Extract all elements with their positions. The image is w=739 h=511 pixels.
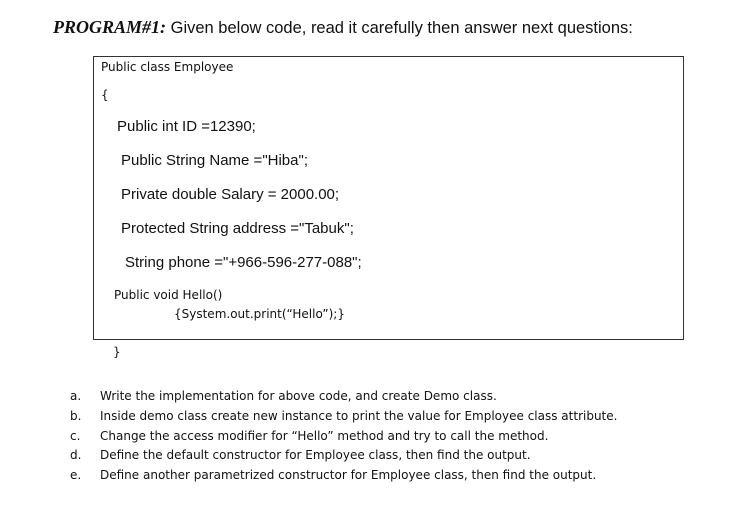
question-text: Define another parametrized constructor for Employee class, then find the output. xyxy=(100,468,597,483)
code-phone-field: String phone ="+966-596-277-088"; xyxy=(125,254,362,271)
question-marker: a. xyxy=(70,389,82,403)
program-label: PROGRAM#1: xyxy=(53,17,167,37)
code-salary-field: Private double Salary = 2000.00; xyxy=(121,186,340,203)
code-method-body: {System.out.print(“Hello”);} xyxy=(174,307,345,321)
code-method-declaration: Public void Hello() xyxy=(114,288,223,302)
question-item xyxy=(70,389,617,409)
question-marker: d. xyxy=(70,448,82,463)
code-open-brace: { xyxy=(101,88,109,102)
program-heading xyxy=(53,17,633,38)
question-text: Write the implementation for above code, and create Demo class. xyxy=(100,389,497,403)
question-text: Inside demo class create new instance to print the value for Employee class attribute. xyxy=(100,408,618,423)
question-text: Change the access modifier for “Hello” method and try to call the method. xyxy=(100,428,549,443)
question-item xyxy=(70,409,617,429)
code-close-brace: } xyxy=(113,345,121,359)
code-address-field: Protected String address ="Tabuk"; xyxy=(121,220,354,237)
question-item xyxy=(70,448,617,468)
question-marker: b. xyxy=(70,408,82,423)
program-instruction: Given below code, read it carefully then answer next questions: xyxy=(170,19,633,37)
question-text: Define the default constructor for Employee class, then find the output. xyxy=(100,448,531,463)
code-name-field: Public String Name ="Hiba"; xyxy=(121,152,308,169)
question-item xyxy=(70,468,617,488)
code-class-declaration: Public class Employee xyxy=(101,60,234,74)
question-list xyxy=(70,389,617,488)
question-item xyxy=(70,429,617,449)
question-marker: c. xyxy=(70,428,81,443)
question-marker: e. xyxy=(70,468,82,483)
code-id-field: Public int ID =12390; xyxy=(117,118,256,135)
